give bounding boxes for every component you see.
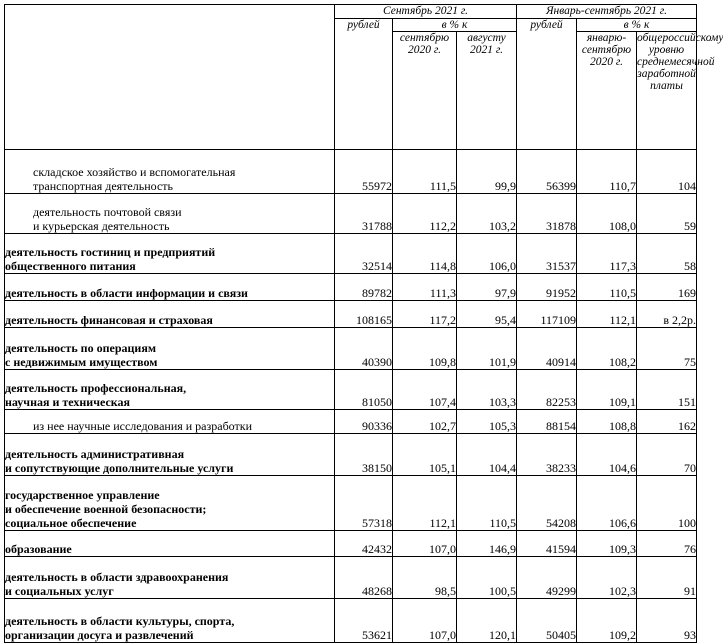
cell-rub: 42432 <box>335 531 393 557</box>
cell-rub-jansep: 54208 <box>517 476 577 531</box>
cell-rub-jansep: 49299 <box>517 557 577 599</box>
cell-rub-jansep: 31878 <box>517 194 577 234</box>
cell-rub-jansep: 91952 <box>517 274 577 301</box>
cell-pct-sep2020: 112,1 <box>393 476 457 531</box>
row-label: деятельность в области информации и связи <box>5 274 335 301</box>
row-label: складское хозяйство и вспомогательная транспортная деятельность <box>5 150 335 194</box>
cell-pct-aug2021: 95,4 <box>457 301 517 328</box>
cell-pct-jansep2020: 106,6 <box>577 476 637 531</box>
header-pct-1: в % к <box>393 19 517 32</box>
cell-pct-aug2021: 99,9 <box>457 150 517 194</box>
cell-pct-jansep2020: 110,7 <box>577 150 637 194</box>
cell-pct-jansep2020: 109,3 <box>577 531 637 557</box>
row-label: деятельность гостиниц и предприятий общественного питания <box>5 234 335 274</box>
cell-pct-russia: 76 <box>637 531 697 557</box>
wage-table <box>4 4 723 643</box>
row-label: государственное управление и обеспечение военной безопасности; социальное обеспечение <box>5 476 335 531</box>
row-label: деятельность административная и сопутствующие дополнительные услуги <box>5 434 335 476</box>
cell-rub: 108165 <box>335 301 393 328</box>
cell-pct-aug2021: 101,9 <box>457 328 517 370</box>
cell-rub-jansep: 41594 <box>517 531 577 557</box>
cell-pct-sep2020: 111,3 <box>393 274 457 301</box>
table-row <box>5 531 697 557</box>
row-label: образование <box>5 531 335 557</box>
cell-rub-jansep: 50405 <box>517 599 577 643</box>
cell-pct-russia: 169 <box>637 274 697 301</box>
cell-pct-aug2021: 110,5 <box>457 476 517 531</box>
header-sep2020: сентябрю 2020 г. <box>393 32 457 150</box>
row-label: деятельность профессиональная, научная и техническая <box>5 370 335 410</box>
cell-pct-jansep2020: 109,1 <box>577 370 637 410</box>
cell-rub: 38150 <box>335 434 393 476</box>
cell-pct-sep2020: 102,7 <box>393 410 457 434</box>
cell-pct-jansep2020: 108,8 <box>577 410 637 434</box>
cell-pct-jansep2020: 108,2 <box>577 328 637 370</box>
table-row <box>5 599 697 643</box>
header-jansep2020: январю-сентябрю 2020 г. <box>577 32 637 150</box>
cell-pct-russia: 59 <box>637 194 697 234</box>
row-label: деятельность финансовая и страховая <box>5 301 335 328</box>
cell-pct-aug2021: 100,5 <box>457 557 517 599</box>
cell-pct-russia: 162 <box>637 410 697 434</box>
cell-pct-aug2021: 103,3 <box>457 370 517 410</box>
cell-pct-aug2021: 106,0 <box>457 234 517 274</box>
cell-pct-sep2020: 112,2 <box>393 194 457 234</box>
cell-rub-jansep: 56399 <box>517 150 577 194</box>
table-row <box>5 557 697 599</box>
header-blank <box>5 5 335 150</box>
cell-rub: 40390 <box>335 328 393 370</box>
cell-pct-aug2021: 146,9 <box>457 531 517 557</box>
table-row <box>5 370 697 410</box>
cell-pct-russia: 93 <box>637 599 697 643</box>
cell-pct-sep2020: 117,2 <box>393 301 457 328</box>
cell-rub: 31788 <box>335 194 393 234</box>
cell-pct-russia: в 2,2р. <box>637 301 697 328</box>
cell-pct-sep2020: 107,4 <box>393 370 457 410</box>
cell-pct-russia: 151 <box>637 370 697 410</box>
table-row <box>5 410 697 434</box>
cell-rub-jansep: 82253 <box>517 370 577 410</box>
cell-rub: 48268 <box>335 557 393 599</box>
cell-rub: 53621 <box>335 599 393 643</box>
cell-pct-sep2020: 98,5 <box>393 557 457 599</box>
header-russia-avg: общероссийскому уровню среднемесячной заработной платы <box>637 32 697 150</box>
header-period-sep2021: Сентябрь 2021 г. <box>335 5 517 19</box>
cell-rub: 89782 <box>335 274 393 301</box>
cell-pct-russia: 58 <box>637 234 697 274</box>
header-rub-2: рублей <box>517 19 577 150</box>
table-row <box>5 234 697 274</box>
table-row <box>5 274 697 301</box>
cell-pct-jansep2020: 110,5 <box>577 274 637 301</box>
cell-pct-aug2021: 97,9 <box>457 274 517 301</box>
cell-rub: 57318 <box>335 476 393 531</box>
cell-pct-sep2020: 105,1 <box>393 434 457 476</box>
cell-rub: 90336 <box>335 410 393 434</box>
row-label: деятельность в области культуры, спорта, организации досуга и развлечений <box>5 599 335 643</box>
cell-pct-russia: 75 <box>637 328 697 370</box>
table-row <box>5 476 697 531</box>
row-label: из нее научные исследования и разработки <box>5 410 335 434</box>
cell-rub-jansep: 117109 <box>517 301 577 328</box>
cell-pct-jansep2020: 104,6 <box>577 434 637 476</box>
header-period-jansep2021: Январь-сентябрь 2021 г. <box>517 5 697 19</box>
cell-pct-sep2020: 114,8 <box>393 234 457 274</box>
cell-pct-jansep2020: 108,0 <box>577 194 637 234</box>
cell-pct-russia: 91 <box>637 557 697 599</box>
header-aug2021: августу 2021 г. <box>457 32 517 150</box>
table-body <box>5 150 697 643</box>
cell-pct-sep2020: 107,0 <box>393 599 457 643</box>
cell-pct-jansep2020: 117,3 <box>577 234 637 274</box>
cell-pct-sep2020: 111,5 <box>393 150 457 194</box>
cell-pct-russia: 104 <box>637 150 697 194</box>
header-rub-1: рублей <box>335 19 393 150</box>
cell-rub: 81050 <box>335 370 393 410</box>
cell-pct-jansep2020: 109,2 <box>577 599 637 643</box>
table-row <box>5 150 697 194</box>
cell-pct-aug2021: 103,2 <box>457 194 517 234</box>
table-row <box>5 194 697 234</box>
cell-rub: 55972 <box>335 150 393 194</box>
header-pct-2: в % к <box>577 19 697 32</box>
table-row <box>5 434 697 476</box>
table-row <box>5 328 697 370</box>
cell-pct-aug2021: 105,3 <box>457 410 517 434</box>
table-row <box>5 301 697 328</box>
row-label: деятельность в области здравоохранения и социальных услуг <box>5 557 335 599</box>
cell-pct-russia: 70 <box>637 434 697 476</box>
cell-rub: 32514 <box>335 234 393 274</box>
cell-rub-jansep: 40914 <box>517 328 577 370</box>
cell-pct-jansep2020: 112,1 <box>577 301 637 328</box>
cell-pct-jansep2020: 102,3 <box>577 557 637 599</box>
row-label: деятельность почтовой связи и курьерская деятельность <box>5 194 335 234</box>
cell-pct-sep2020: 109,8 <box>393 328 457 370</box>
cell-rub-jansep: 38233 <box>517 434 577 476</box>
cell-rub-jansep: 88154 <box>517 410 577 434</box>
cell-rub-jansep: 31537 <box>517 234 577 274</box>
cell-pct-russia: 100 <box>637 476 697 531</box>
row-label: деятельность по операциям с недвижимым имуществом <box>5 328 335 370</box>
cell-pct-aug2021: 104,4 <box>457 434 517 476</box>
cell-pct-aug2021: 120,1 <box>457 599 517 643</box>
cell-pct-sep2020: 107,0 <box>393 531 457 557</box>
